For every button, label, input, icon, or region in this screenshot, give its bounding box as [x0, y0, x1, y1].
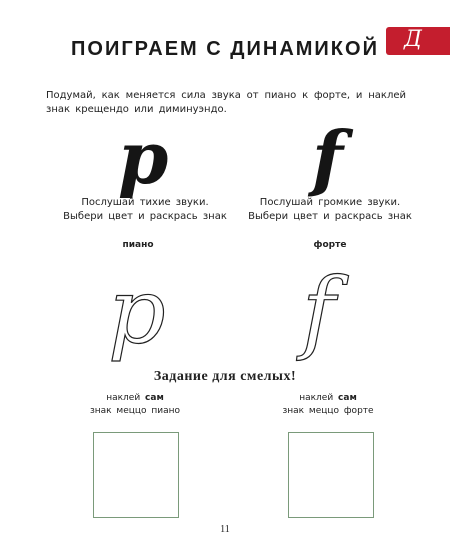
sticker-prefix-right: наклей	[299, 393, 334, 403]
forte-caption-line1: Послушай громкие звуки.	[259, 197, 401, 208]
sticker-instruction-left	[60, 392, 210, 418]
piano-caption-line2: Выбери цвет и раскрась знак	[63, 211, 227, 222]
intro-text: Подумай, как меняется сила звука от пиано к форте, и наклей знак крещендо или диминуэндо.	[46, 90, 406, 115]
sticker-instruction-right	[253, 392, 403, 418]
sticker-instruction-left-line1	[60, 392, 210, 405]
piano-caption	[60, 196, 230, 224]
forte-label: форте	[313, 240, 347, 250]
sticker-box-mezzo-piano[interactable]	[93, 432, 179, 518]
forte-caption	[245, 196, 415, 224]
sticker-bold-left: сам	[145, 393, 164, 403]
sticker-bold-right: сам	[338, 393, 357, 403]
page-title: ПОИГРАЕМ С ДИНАМИКОЙ	[71, 38, 379, 60]
sticker-box-mezzo-forte[interactable]	[288, 432, 374, 518]
badge-letter: Д	[404, 27, 422, 52]
forte-outline-sign[interactable]: f	[302, 259, 336, 364]
page-number: 11	[220, 524, 230, 535]
forte-caption-line2: Выбери цвет и раскрась знак	[248, 211, 412, 222]
piano-sign: p	[118, 115, 169, 200]
sticker-prefix-left: наклей	[106, 393, 141, 403]
forte-sign: f	[312, 115, 343, 200]
challenge-heading: Задание для смелых!	[153, 369, 297, 384]
piano-caption-line1: Послушай тихие звуки.	[81, 197, 209, 208]
sticker-instruction-right-line1	[253, 392, 403, 405]
piano-outline-sign[interactable]: p	[108, 259, 166, 364]
sticker-instruction-left-line2: знак меццо пиано	[89, 406, 181, 416]
sticker-instruction-right-line2: знак меццо форте	[282, 406, 374, 416]
piano-label: пиано	[122, 240, 154, 250]
section-badge	[386, 27, 450, 55]
